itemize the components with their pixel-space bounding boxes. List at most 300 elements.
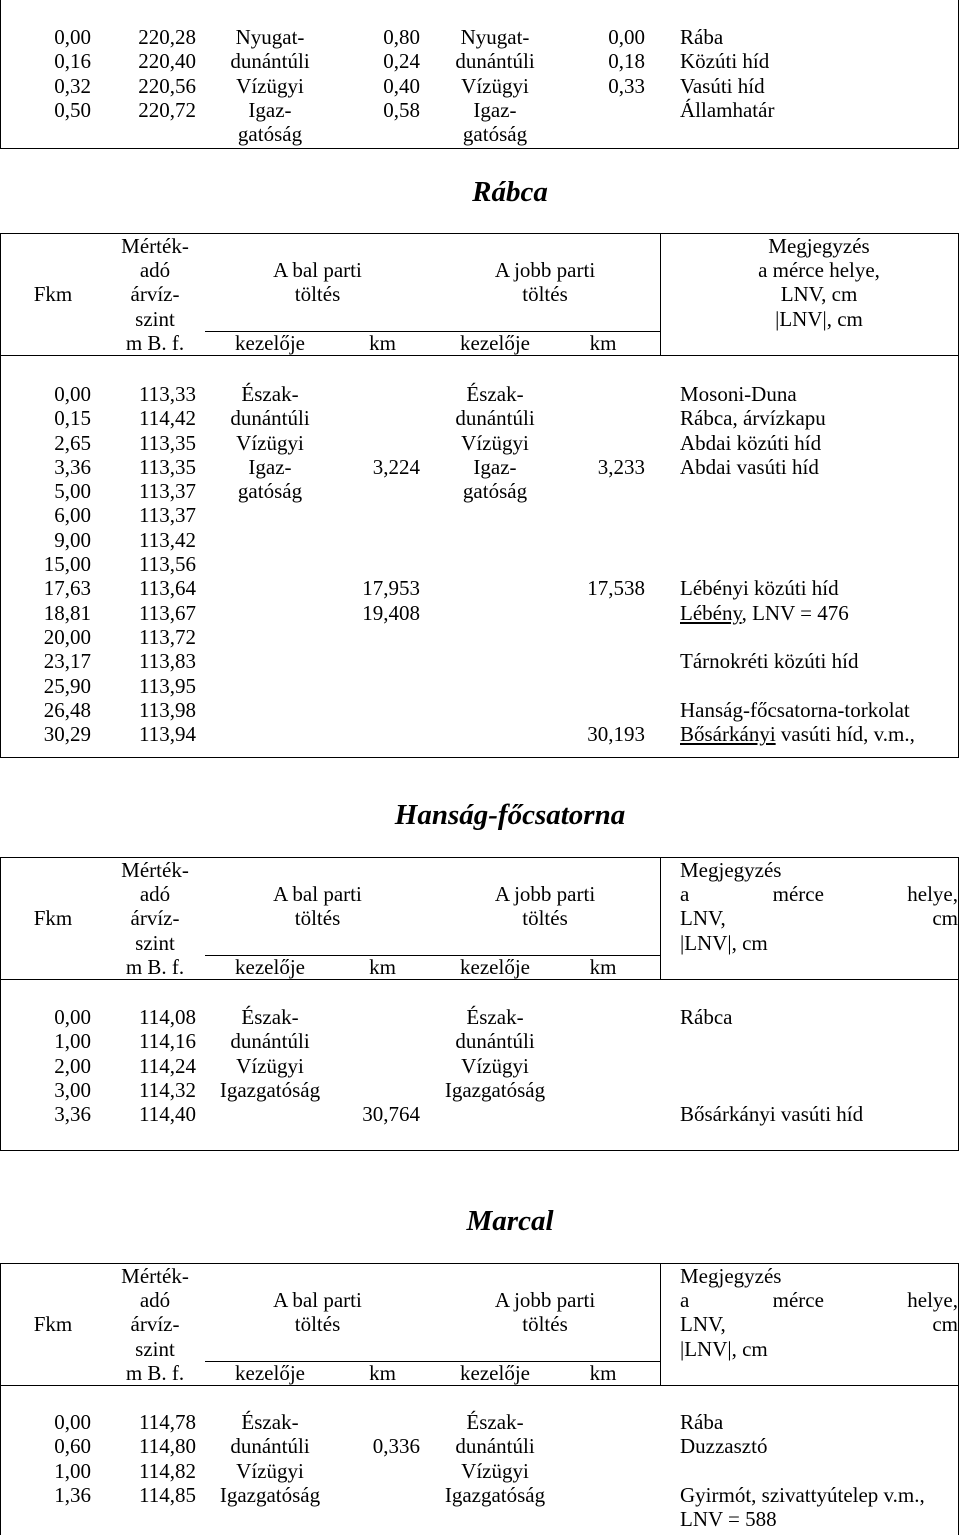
bal-kezeloje-header: kezelője	[235, 330, 305, 355]
fkm-column-header: Fkm	[33, 282, 73, 307]
jobb-kezelo-cell	[430, 601, 560, 625]
bal-kezeloje-header: kezelője	[235, 1360, 305, 1385]
fkm-cell: 2,65	[54, 430, 91, 455]
megjegyzes-cell: Rábca, árvízkapu	[680, 406, 826, 431]
table-row	[1, 1410, 958, 1434]
subheader-rule	[205, 955, 660, 979]
bal-km-cell	[335, 122, 430, 146]
jobb-km-cell	[560, 601, 660, 625]
masz-column-header-line: szint	[135, 1336, 175, 1361]
masz-cell: 113,94	[139, 722, 196, 747]
fkm-cell: 0,00	[54, 1410, 91, 1434]
jobb-km-header: km	[589, 1360, 617, 1385]
bal-km-header: km	[369, 330, 396, 355]
bal-km-cell: 30,764	[362, 1102, 420, 1127]
fkm-cell: 5,00	[54, 479, 91, 504]
section-title-hansag: Hanság-főcsatorna	[394, 799, 626, 831]
masz-column-header-line: szint	[135, 306, 175, 331]
megjegyzes-cell: Államhatár	[680, 97, 775, 122]
masz-column-header-line: Mérték-	[121, 858, 189, 882]
fkm-cell: 0,32	[54, 73, 91, 98]
megjegyzes-cell: Mosoni-Duna	[680, 382, 797, 406]
jobb-kezelo-cell	[430, 528, 560, 552]
fkm-cell: 3,36	[54, 1102, 91, 1127]
bal-kezelo-cell	[205, 1507, 335, 1531]
fkm-cell: 15,00	[43, 552, 91, 577]
fkm-cell: 1,00	[54, 1458, 91, 1483]
fkm-cell: 1,36	[54, 1482, 91, 1507]
bal-kezelo-cell: dunántúli	[230, 1029, 310, 1054]
megjegyzes-cell	[660, 1054, 958, 1078]
table-row	[1, 722, 958, 746]
jobb-km-cell	[560, 1434, 660, 1458]
fkm-cell: 23,17	[43, 649, 91, 674]
bal-kezelo-cell	[205, 528, 335, 552]
megjegyzes-header-line: LNV, cm	[680, 1312, 958, 1337]
jobb-km-cell	[560, 1005, 660, 1029]
jobb-parti-toltes-header: töltés	[522, 906, 568, 931]
jobb-km-cell	[560, 98, 660, 122]
jobb-kezelo-cell: dunántúli	[455, 406, 535, 431]
jobb-km-cell: 0,18	[608, 49, 645, 74]
masz-cell: 113,37	[139, 503, 196, 528]
jobb-km-cell	[560, 1459, 660, 1483]
table-row	[1, 649, 958, 673]
fkm-cell: 3,36	[54, 454, 91, 479]
jobb-parti-toltes-header: A jobb parti	[494, 882, 596, 907]
fkm-cell: 0,00	[54, 382, 91, 406]
masz-cell: 114,82	[139, 1458, 196, 1483]
masz-column-header-line: Mérték-	[121, 1264, 189, 1288]
bal-kezelo-cell: Igaz-	[248, 97, 292, 122]
jobb-km-header: km	[589, 330, 617, 355]
masz-cell: 113,83	[139, 649, 196, 674]
jobb-kezelo-cell: Nyugat-	[460, 25, 530, 49]
jobb-kezelo-cell: Észak-	[466, 382, 524, 406]
section-title-marcal: Marcal	[466, 1205, 554, 1237]
masz-cell	[105, 1507, 205, 1531]
masz-cell: 114,80	[139, 1434, 196, 1459]
megjegyzes-header-line: LNV, cm	[680, 906, 958, 931]
bal-km-cell	[335, 1507, 430, 1531]
jobb-km-cell	[560, 1102, 660, 1126]
jobb-km-cell	[560, 406, 660, 430]
table-row	[1, 1029, 958, 1053]
bal-km-cell	[335, 382, 430, 406]
bal-km-cell	[335, 528, 430, 552]
masz-column-header-line: m B. f.	[125, 954, 185, 979]
megjegyzes-cell: Abdai közúti híd	[680, 430, 822, 455]
fkm-cell: 17,63	[43, 576, 91, 601]
bal-km-cell	[335, 722, 430, 746]
bal-km-cell: 0,24	[383, 49, 420, 74]
jobb-km-cell	[560, 649, 660, 673]
jobb-km-cell	[560, 1054, 660, 1078]
megjegyzes-header-line: Megjegyzés	[768, 234, 870, 258]
masz-column-header-line: árvíz-	[130, 282, 180, 307]
megjegyzes-cell: Gyirmót, szivattyútelep v.m.,	[680, 1482, 925, 1507]
bal-km-cell	[335, 1078, 430, 1102]
megjegyzes-header-line: |LNV|, cm	[680, 1336, 768, 1361]
fkm-cell: 0,60	[54, 1434, 91, 1459]
masz-cell: 113,56	[139, 552, 196, 577]
jobb-kezeloje-header: kezelője	[460, 330, 530, 355]
jobb-km-cell	[560, 503, 660, 527]
megjegyzes-cell: Rába	[680, 1410, 724, 1434]
jobb-kezelo-cell: dunántúli	[455, 49, 535, 74]
jobb-km-cell: 0,33	[608, 73, 645, 98]
bal-parti-toltes-header: A bal parti	[273, 882, 362, 907]
jobb-kezelo-cell	[430, 1102, 560, 1126]
jobb-kezelo-cell	[430, 722, 560, 746]
megjegyzes-cell	[660, 601, 958, 625]
bal-kezelo-cell: dunántúli	[230, 1434, 310, 1459]
jobb-kezelo-cell: Észak-	[466, 1410, 524, 1434]
masz-cell: 113,37	[139, 479, 196, 504]
megjegyzes-cell: Abdai vasúti híd	[680, 454, 819, 479]
bal-kezelo-cell	[205, 625, 335, 649]
bal-kezelo-cell	[205, 1102, 335, 1126]
fkm-cell: 0,00	[54, 25, 91, 49]
table-row	[1, 49, 958, 73]
masz-cell: 220,40	[138, 49, 196, 74]
masz-cell: 113,35	[139, 430, 196, 455]
bal-kezelo-cell: Észak-	[241, 382, 299, 406]
bal-kezelo-cell: Igazgatóság	[219, 1077, 321, 1102]
bal-km-cell: 0,58	[383, 97, 420, 122]
megjegyzes-cell	[660, 1078, 958, 1102]
bal-kezelo-cell: Igaz-	[248, 454, 292, 479]
masz-cell: 114,08	[139, 1005, 196, 1029]
megjegyzes-cell: Tárnokréti közúti híd	[680, 649, 859, 674]
jobb-kezelo-cell: Igazgatóság	[444, 1482, 546, 1507]
bal-km-cell	[335, 1005, 430, 1029]
masz-cell: 114,42	[139, 406, 196, 431]
bal-kezelo-cell: Vízügyi	[236, 1458, 304, 1483]
bal-km-cell: 0,40	[383, 73, 420, 98]
jobb-km-cell	[560, 625, 660, 649]
table-row	[1, 1005, 958, 1029]
column-divider	[660, 858, 958, 979]
table-row	[1, 122, 958, 146]
megjegyzes-cell	[660, 552, 958, 576]
table-row	[1, 625, 958, 649]
table-row	[1, 25, 958, 49]
table-row	[1, 1483, 958, 1507]
bal-kezelo-cell: Igazgatóság	[219, 1482, 321, 1507]
bal-parti-toltes-header: töltés	[294, 1312, 341, 1337]
section-title-rabca: Rábca	[472, 176, 548, 208]
fkm-cell	[1, 1507, 105, 1531]
bal-kezeloje-header: kezelője	[235, 954, 305, 979]
table-row	[1, 674, 958, 698]
marcal-table-body	[0, 1386, 959, 1535]
jobb-km-cell	[560, 1507, 660, 1531]
rabca-table-body	[0, 356, 959, 758]
jobb-kezelo-cell: Vízügyi	[461, 1458, 529, 1483]
table-row	[1, 455, 958, 479]
jobb-km-cell	[560, 1078, 660, 1102]
table-row	[1, 503, 958, 527]
bal-parti-toltes-header: A bal parti	[273, 258, 362, 283]
bal-km-cell: 0,80	[383, 25, 420, 49]
fkm-cell: 2,00	[54, 1053, 91, 1078]
bal-kezelo-cell	[205, 698, 335, 722]
jobb-kezelo-cell	[430, 552, 560, 576]
megjegyzes-cell	[660, 722, 958, 746]
megjegyzes-header-line: LNV, cm	[780, 282, 858, 307]
masz-cell: 114,78	[139, 1410, 196, 1434]
table-row	[1, 552, 958, 576]
bal-km-cell	[335, 431, 430, 455]
bal-kezelo-cell: gatóság	[237, 479, 303, 504]
masz-cell: 113,98	[139, 697, 196, 722]
megjegyzes-cell	[660, 122, 958, 146]
fkm-cell: 25,90	[43, 673, 91, 698]
masz-cell: 113,42	[139, 527, 196, 552]
jobb-kezelo-cell: gatóság	[462, 479, 528, 504]
megjegyzes-cell: Rába	[680, 25, 724, 49]
jobb-kezelo-cell	[430, 1507, 560, 1531]
fkm-column-header: Fkm	[33, 1312, 73, 1337]
hansag-table-header	[0, 857, 959, 980]
jobb-km-cell	[560, 122, 660, 146]
jobb-km-cell	[560, 698, 660, 722]
megjegyzes-cell	[660, 479, 958, 503]
table-row	[1, 576, 958, 600]
bal-kezelo-cell	[205, 503, 335, 527]
hansag-table-body	[0, 980, 959, 1151]
megjegyzes-cell	[660, 674, 958, 698]
masz-cell: 114,85	[139, 1482, 196, 1507]
megjegyzes-header-line: a mérce helye,	[680, 882, 958, 907]
jobb-km-cell	[560, 1410, 660, 1434]
bal-km-cell	[335, 1054, 430, 1078]
fkm-column-header: Fkm	[33, 906, 73, 931]
table-row	[1, 528, 958, 552]
jobb-kezelo-cell: Igaz-	[473, 97, 517, 122]
megjegyzes-cell	[660, 503, 958, 527]
megjegyzes-cell: Lébényi közúti híd	[680, 576, 839, 601]
masz-cell: 113,35	[139, 454, 196, 479]
masz-cell: 113,95	[139, 673, 196, 698]
masz-column-header-line: m B. f.	[125, 330, 185, 355]
subheader-rule	[205, 1361, 660, 1385]
bal-km-cell	[335, 503, 430, 527]
column-divider	[660, 1264, 958, 1385]
column-divider	[660, 234, 958, 355]
underlined-place-name: Lébény	[680, 600, 742, 625]
fkm-cell: 6,00	[54, 503, 91, 528]
bal-kezelo-cell	[205, 576, 335, 600]
bal-kezelo-cell: Vízügyi	[236, 430, 304, 455]
bal-parti-toltes-header: töltés	[294, 282, 341, 307]
table-row	[1, 74, 958, 98]
jobb-kezelo-cell: Igazgatóság	[444, 1077, 546, 1102]
jobb-km-cell: 17,538	[587, 576, 645, 601]
fkm-cell: 0,16	[54, 49, 91, 74]
megjegyzes-cell	[660, 528, 958, 552]
bal-km-cell	[335, 479, 430, 503]
megjegyzes-cell: Vasúti híd	[680, 73, 765, 98]
megjegyzes-cell: Duzzasztó	[680, 1434, 768, 1459]
table-row	[1, 1078, 958, 1102]
masz-cell: 220,28	[138, 25, 196, 49]
jobb-km-cell	[560, 528, 660, 552]
subheader-rule	[205, 331, 660, 355]
bal-km-cell	[335, 406, 430, 430]
jobb-km-cell	[560, 382, 660, 406]
table-row	[1, 382, 958, 406]
masz-column-header-line: szint	[135, 930, 175, 955]
megjegyzes-header-line: a mérce helye,	[758, 258, 880, 283]
rabca-table-header	[0, 233, 959, 356]
bal-km-cell	[335, 625, 430, 649]
bal-km-cell: 3,224	[372, 454, 420, 479]
bal-km-cell	[335, 1459, 430, 1483]
jobb-km-cell: 0,00	[608, 25, 645, 49]
bal-kezelo-cell: gatóság	[237, 122, 303, 147]
jobb-km-cell	[560, 479, 660, 503]
table-row	[1, 479, 958, 503]
megjegyzes-header-line: a mérce helye,	[680, 1288, 958, 1313]
fkm-cell: 3,00	[54, 1077, 91, 1102]
jobb-kezelo-cell	[430, 698, 560, 722]
megjegyzes-cell: Közúti híd	[680, 49, 770, 74]
jobb-kezelo-cell: Észak-	[466, 1005, 524, 1029]
bal-kezelo-cell	[205, 601, 335, 625]
masz-column-header-line: adó	[139, 882, 171, 907]
masz-column-header-line: Mérték-	[121, 234, 189, 258]
masz-cell: 113,72	[139, 624, 196, 649]
table-row	[1, 406, 958, 430]
megjegyzes-header-line: Megjegyzés	[680, 858, 782, 882]
bal-km-cell: 19,408	[362, 600, 420, 625]
bal-km-cell	[335, 698, 430, 722]
bal-kezelo-cell	[205, 722, 335, 746]
underlined-place-name: Bősárkányi	[680, 722, 776, 747]
masz-column-header-line: árvíz-	[130, 906, 180, 931]
fkm-cell	[1, 122, 105, 146]
table-row	[1, 1434, 958, 1458]
bal-parti-toltes-header: A bal parti	[273, 1288, 362, 1313]
bal-km-cell: 17,953	[362, 576, 420, 601]
fkm-cell: 9,00	[54, 527, 91, 552]
fkm-cell: 18,81	[43, 600, 91, 625]
jobb-parti-toltes-header: A jobb parti	[494, 258, 596, 283]
jobb-km-cell	[560, 1029, 660, 1053]
note-text: vasúti híd, v.m.,	[775, 722, 915, 747]
jobb-parti-toltes-header: töltés	[522, 282, 568, 307]
fkm-cell: 0,50	[54, 97, 91, 122]
megjegyzes-header-line: |LNV|, cm	[680, 930, 768, 955]
bal-km-header: km	[369, 954, 396, 979]
jobb-kezeloje-header: kezelője	[460, 954, 530, 979]
jobb-kezelo-cell	[430, 674, 560, 698]
jobb-kezelo-cell	[430, 625, 560, 649]
jobb-kezelo-cell: Igaz-	[473, 454, 517, 479]
megjegyzes-header-line: Megjegyzés	[680, 1264, 782, 1288]
table-row	[1, 431, 958, 455]
bal-kezelo-cell	[205, 552, 335, 576]
masz-cell: 220,56	[138, 73, 196, 98]
megjegyzes-cell	[660, 1029, 958, 1053]
jobb-km-cell: 3,233	[597, 454, 645, 479]
jobb-km-cell	[560, 1483, 660, 1507]
masz-column-header-line: adó	[139, 1288, 171, 1313]
masz-cell: 113,33	[139, 382, 196, 406]
bal-kezelo-cell: Észak-	[241, 1410, 299, 1434]
jobb-km-cell	[560, 431, 660, 455]
jobb-km-cell	[560, 674, 660, 698]
table-row	[1, 1459, 958, 1483]
table-row	[1, 698, 958, 722]
bal-km-cell	[335, 552, 430, 576]
jobb-kezelo-cell: dunántúli	[455, 1434, 535, 1459]
jobb-parti-toltes-header: A jobb parti	[494, 1288, 596, 1313]
table-row	[1, 98, 958, 122]
masz-cell: 114,40	[139, 1102, 196, 1127]
fkm-cell: 30,29	[43, 722, 91, 747]
bal-km-cell	[335, 1410, 430, 1434]
masz-cell: 114,32	[139, 1077, 196, 1102]
bal-kezelo-cell	[205, 674, 335, 698]
bal-km-header: km	[369, 1360, 396, 1385]
bal-km-cell	[335, 674, 430, 698]
bal-kezelo-cell: dunántúli	[230, 49, 310, 74]
masz-cell: 220,72	[138, 97, 196, 122]
bal-kezelo-cell: Vízügyi	[236, 73, 304, 98]
bal-km-cell	[335, 649, 430, 673]
fkm-cell: 1,00	[54, 1029, 91, 1054]
masz-column-header-line: adó	[139, 258, 171, 283]
masz-cell	[105, 122, 205, 146]
masz-cell: 113,67	[139, 600, 196, 625]
megjegyzes-header-line: |LNV|, cm	[775, 306, 863, 331]
megjegyzes-cell	[660, 625, 958, 649]
jobb-kezelo-cell: Vízügyi	[461, 430, 529, 455]
jobb-kezeloje-header: kezelője	[460, 1360, 530, 1385]
masz-cell: 114,24	[139, 1053, 196, 1078]
jobb-parti-toltes-header: töltés	[522, 1312, 568, 1337]
bal-km-cell: 0,336	[372, 1434, 420, 1459]
megjegyzes-cell: Bősárkányi vasúti híd	[680, 1102, 864, 1127]
bal-km-cell	[335, 1483, 430, 1507]
jobb-kezelo-cell	[430, 576, 560, 600]
table-row	[1, 1507, 958, 1531]
bal-kezelo-cell: dunántúli	[230, 406, 310, 431]
table-row	[1, 1054, 958, 1078]
bal-kezelo-cell: Nyugat-	[235, 25, 305, 49]
fkm-cell: 0,15	[54, 406, 91, 431]
masz-column-header-line: árvíz-	[130, 1312, 180, 1337]
jobb-km-header: km	[589, 954, 617, 979]
megjegyzes-cell: Rábca	[680, 1005, 733, 1029]
table-row	[1, 601, 958, 625]
jobb-kezelo-cell	[430, 503, 560, 527]
masz-column-header-line: m B. f.	[125, 1360, 185, 1385]
jobb-km-cell	[560, 552, 660, 576]
megjegyzes-cell: LNV = 588	[680, 1507, 777, 1532]
bal-parti-toltes-header: töltés	[294, 906, 341, 931]
bal-kezelo-cell	[205, 649, 335, 673]
jobb-km-cell: 30,193	[587, 722, 645, 747]
jobb-kezelo-cell: gatóság	[462, 122, 528, 147]
note-text: , LNV = 476	[741, 600, 849, 625]
masz-cell: 114,16	[139, 1029, 196, 1054]
jobb-kezelo-cell: Vízügyi	[461, 1053, 529, 1078]
marcal-table-header	[0, 1263, 959, 1386]
